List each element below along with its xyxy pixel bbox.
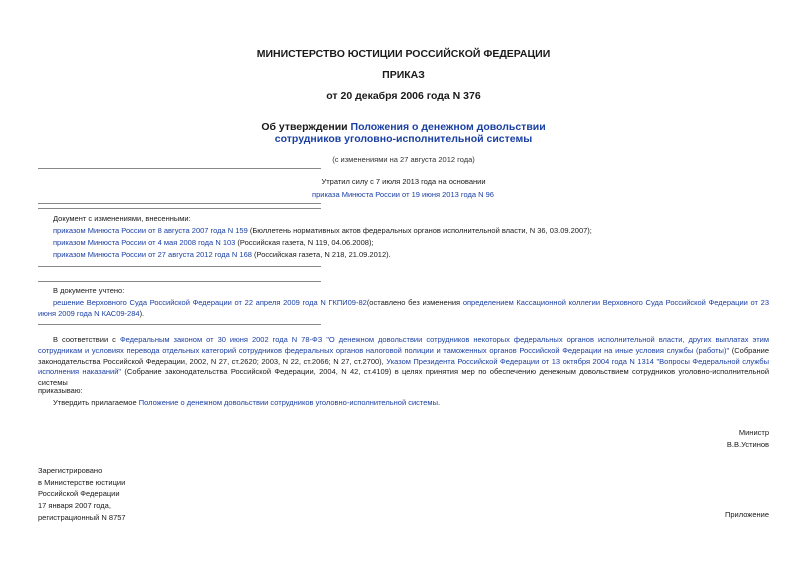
registration-line: в Министерстве юстиции [38, 478, 126, 487]
considered-mid-text: (оставлено без изменения [366, 298, 463, 307]
document-title-line2 [0, 133, 807, 145]
change-link[interactable]: приказом Минюста России от 27 августа 2012 года N 168 [53, 250, 252, 259]
registration-line: Российской Федерации [38, 489, 120, 498]
change-link[interactable]: приказом Минюста России от 4 мая 2008 года N 103 [53, 238, 236, 247]
change-source: (Бюллетень нормативных актов федеральных органов исполнительной власти, N 36, 03.09.2007); [247, 226, 592, 235]
approve-start: Утвердить прилагаемое [53, 398, 139, 407]
title-link-part2[interactable]: сотрудников уголовно-исполнительной системы [274, 133, 533, 145]
divider [38, 168, 321, 169]
repeal-link[interactable]: приказа Минюста России от 19 июня 2013 года N 96 [312, 190, 494, 199]
divider [38, 324, 321, 325]
cassation-ruling-link[interactable]: определением Кассационной коллегии Верховного Суда Российской Федерации от 23 июня 2009 года N КАС09-284 [38, 298, 769, 318]
document-date-number: от 20 декабря 2006 года N 376 [326, 90, 481, 102]
registration-line: Зарегистрировано [38, 466, 103, 475]
changes-heading: Документ с изменениями, внесенными: [53, 214, 191, 223]
document-title-line1 [0, 121, 807, 133]
signatory-position: Министр [738, 428, 769, 437]
registration-date: 17 января 2007 года, [38, 501, 111, 510]
divider [38, 281, 321, 282]
change-link[interactable]: приказом Минюста России от 8 августа 2007 года N 159 [53, 226, 248, 235]
preamble-citation: (Собрание законодательства Российской Федерации, 2002, N 27, ст.2620; 2003, N 22, ст.2066; N 27, ст.2700), [38, 345, 769, 366]
preamble-end: (Собрание законодательства Российской Федерации, 2004, N 42, ст.4109) в целях принятия мер по обеспечению денежным довольствием сотрудников уголовно-исполнительной системы [38, 367, 770, 388]
change-source: (Российская газета, N 218, 21.09.2012). [251, 250, 391, 259]
title-prefix: Об утверждении [261, 121, 351, 133]
ministry-heading: МИНИСТЕРСТВО ЮСТИЦИИ РОССИЙСКОЙ ФЕДЕРАЦИИ [256, 48, 551, 60]
change-source: (Российская газета, N 119, 04.06.2008); [235, 238, 374, 247]
title-link-part1[interactable]: Положения о денежном довольствии [350, 121, 546, 133]
considered-heading: В документе учтено: [53, 286, 125, 295]
approve-end: . [437, 398, 441, 407]
presidential-decree-link[interactable]: Указом Президента Российской Федерации от 13 октября 2004 года N 1314 "Вопросы Федеральной службы исполнения наказаний" [38, 356, 769, 377]
preamble-paragraph [38, 335, 769, 389]
document-type: ПРИКАЗ [382, 69, 425, 81]
court-decision-link[interactable]: решение Верховного Суда Российской Федерации от 22 апреля 2009 года N ГКПИ09-82 [53, 298, 367, 307]
divider [38, 266, 321, 267]
signatory-name: В.В.Устинов [726, 440, 769, 449]
change-item [53, 238, 374, 249]
repeal-note: Утратил силу с 7 июля 2013 года на основании [321, 177, 486, 186]
approve-clause [53, 398, 440, 409]
preamble-start: В соответствии с [53, 335, 120, 344]
amendments-note: (с изменениями на 27 августа 2012 года) [332, 155, 475, 164]
registration-number: регистрационный N 8757 [38, 513, 126, 522]
divider [38, 203, 321, 204]
regulation-link[interactable]: Положение о денежном довольствии сотрудников уголовно-исполнительной системы [138, 398, 438, 407]
federal-law-link[interactable]: Федеральным законом от 30 июня 2002 года N 78-ФЗ "О денежном довольствии сотрудников некоторых федеральных органов исполнительной власти, других выплатах этим сотрудникам и условиях перевода отдельных категорий сотрудников федеральных органов налоговой полиции и таможенных органов Российской Федерации на иные условия службы (работы)" [38, 335, 769, 355]
considered-end-text: ). [139, 308, 145, 318]
order-word: приказываю: [38, 386, 83, 395]
considered-text [38, 298, 769, 320]
change-item [53, 226, 592, 237]
appendix-label: Приложение [725, 510, 769, 519]
divider [38, 208, 321, 209]
change-item [53, 250, 391, 261]
